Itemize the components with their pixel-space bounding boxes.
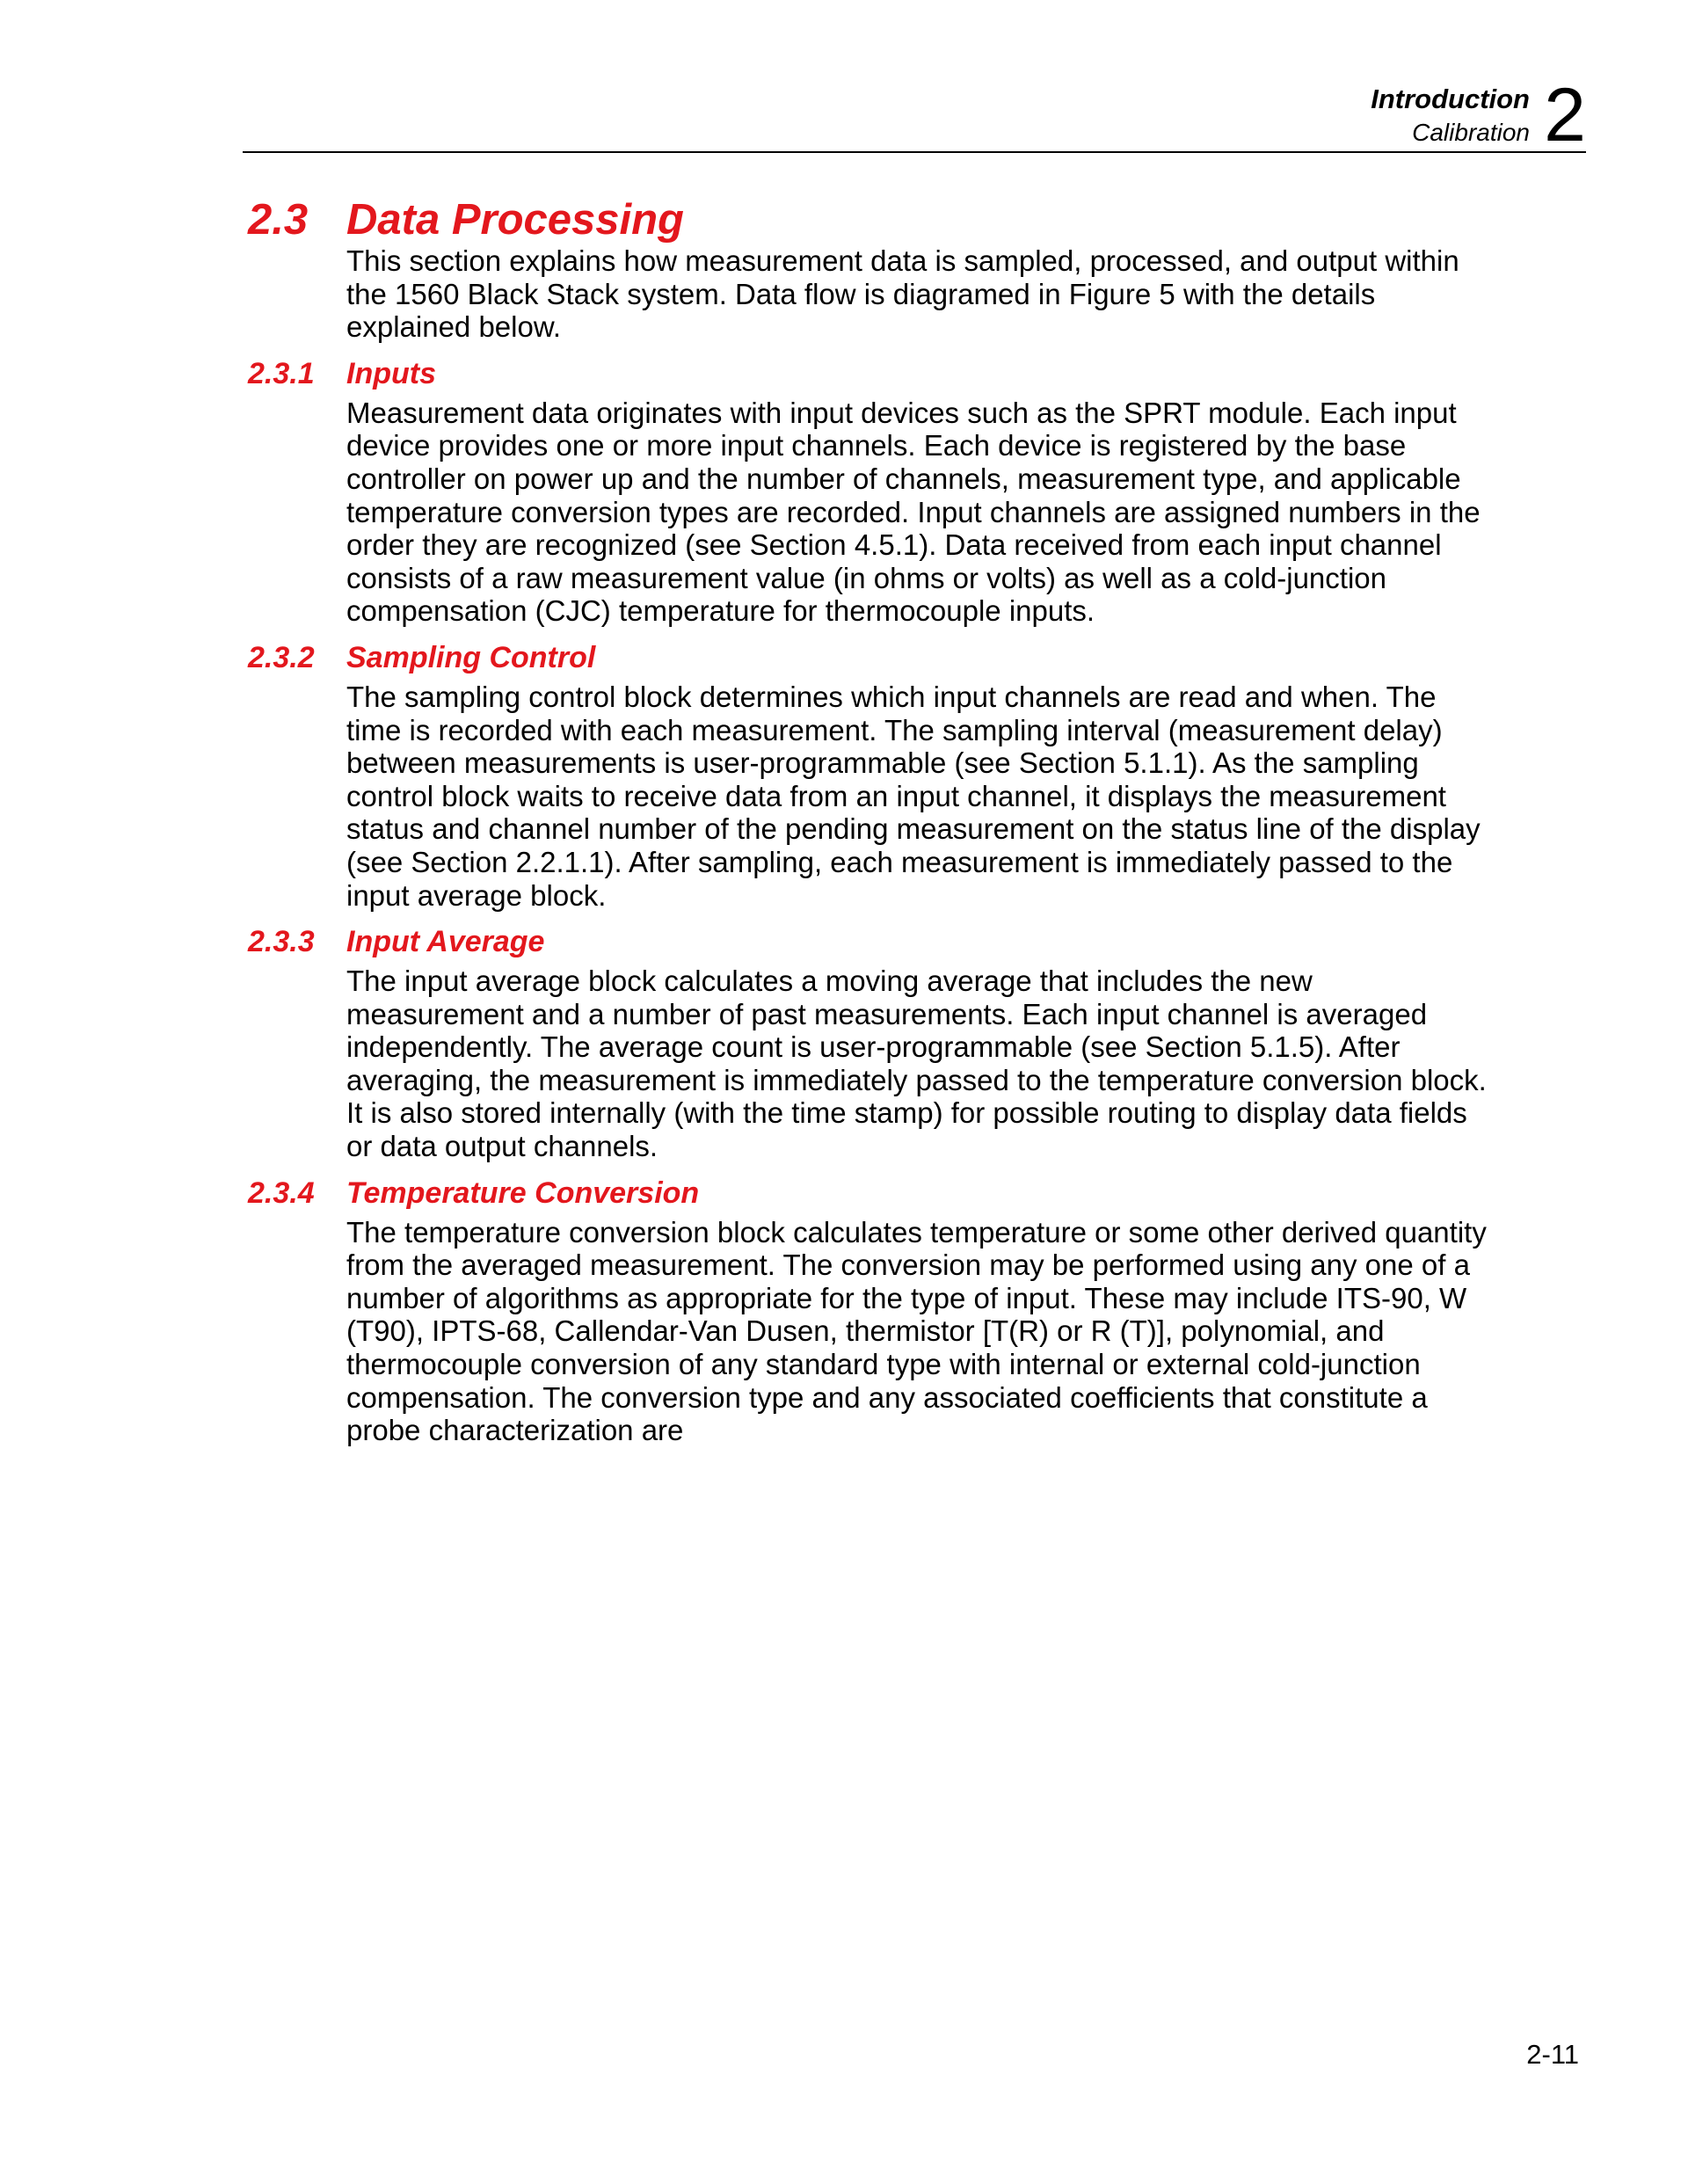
- header-chapter-title: Introduction: [1371, 84, 1530, 114]
- section-number: 2.3: [248, 196, 309, 244]
- subsection-title: Inputs: [346, 356, 436, 390]
- subsection-number: 2.3.4: [248, 1176, 315, 1210]
- subsection-title: Sampling Control: [346, 640, 596, 674]
- subsection-heading-temperature-conversion: [248, 1176, 1496, 1211]
- subsection-title: Input Average: [346, 925, 545, 959]
- subsection-title: Temperature Conversion: [346, 1176, 700, 1210]
- subsection-paragraph-temperature-conversion: The temperature conversion block calculates temperature or some other derived quantity from the averaged measurement. The conversion may be performed using any one of a number of algorithms as appropriate for the type of input. These may include ITS-90, W (T90), IPTS-68, Callendar-Van Dusen, thermistor [T(R) or R (T)], polynomial, and thermocouple conversion of any standard type with internal or external cold-junction compensation. The conversion type and any associated coefficients that constitute a probe characterization are: [346, 1215, 1487, 1447]
- section-intro-paragraph: This section explains how measurement data is sampled, processed, and output within the 1560 Black Stack system. Data flow is diagramed in Figure 5 with the details explained below.: [346, 244, 1459, 344]
- section-title: Data Processing: [346, 196, 684, 244]
- header-chapter-number: 2: [1544, 73, 1586, 157]
- subsection-number: 2.3.1: [248, 356, 315, 390]
- subsection-heading-sampling-control: [248, 640, 1496, 675]
- subsection-heading-input-average: [248, 924, 1496, 959]
- subsection-heading-inputs: [248, 356, 1496, 391]
- page-header: [243, 73, 1586, 157]
- header-section-title: Calibration: [1412, 119, 1530, 146]
- subsection-paragraph-input-average: The input average block calculates a moving average that includes the new measurement and a number of past measurements. Each input channel is averaged independently. The average count is user-programmable (see Section 5.1.5). After averaging, the measurement is immediately passed to the temperature conversion block. It is also stored internally (with the time stamp) for possible routing to display data fields or data output channels.: [346, 965, 1487, 1163]
- header-titles: [1371, 83, 1530, 149]
- page-number: 2-11: [1526, 2039, 1579, 2070]
- subsection-paragraph-sampling-control: The sampling control block determines which input channels are read and when. The time is recorded with each measurement. The sampling interval (measurement delay) between measurements is user-programmable (see Section 5.1.1). As the sampling control block waits to receive data from an input channel, it displays the measurement status and channel number of the pending measurement on the status line of the display (see Section 2.2.1.1). After sampling, each measurement is immediately passed to the input average block.: [346, 680, 1481, 912]
- subsection-paragraph-inputs: Measurement data originates with input devices such as the SPRT module. Each input device provides one or more input channels. Each device is registered by the base controller on power up and the number of channels, measurement type, and applicable temperature conversion types are recorded. Input channels are assigned numbers in the order they are recognized (see Section 4.5.1). Data received from each input channel consists of a raw measurement value (in ohms or volts) as well as a cold-junction compensation (CJC) temperature for thermocouple inputs.: [346, 396, 1481, 628]
- page-content: [248, 195, 1496, 1447]
- subsection-number: 2.3.3: [248, 925, 315, 959]
- subsection-number: 2.3.2: [248, 640, 315, 674]
- section-heading: [248, 195, 1496, 244]
